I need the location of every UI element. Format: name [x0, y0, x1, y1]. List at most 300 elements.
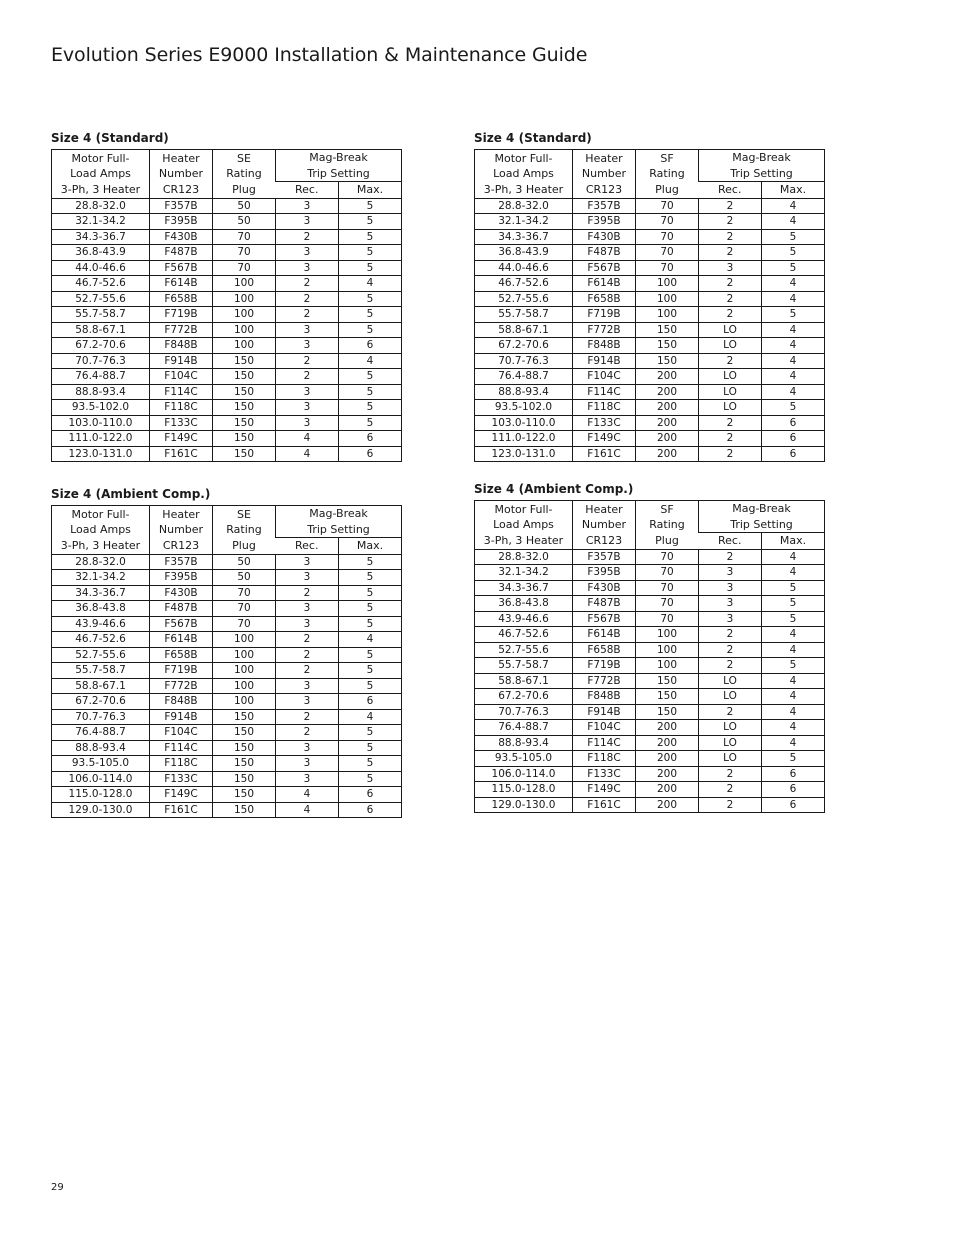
cell-full-load-amps: 43.9-46.6 [475, 611, 573, 627]
cell-full-load-amps: 70.7-76.3 [52, 353, 150, 369]
cell-max: 4 [762, 735, 825, 751]
header-line: CR123 [162, 538, 200, 552]
table-row [52, 802, 402, 818]
table-row [475, 565, 825, 581]
header-mag-break-trip-setting [699, 501, 825, 533]
cell-rec: 3 [276, 601, 339, 617]
table-row [52, 616, 402, 632]
cell-rating-plug: 100 [636, 658, 699, 674]
cell-rec: LO [699, 384, 762, 400]
table-row [52, 694, 402, 710]
table-row [475, 446, 825, 462]
cell-heater-number: F161C [573, 446, 636, 462]
table-section-standard-sf [474, 131, 824, 462]
cell-full-load-amps: 28.8-32.0 [52, 554, 150, 570]
table-row [52, 384, 402, 400]
cell-full-load-amps: 55.7-58.7 [475, 307, 573, 323]
header-line: Heater [162, 507, 200, 521]
header-line: Motor Full- [494, 502, 553, 516]
table-row [475, 338, 825, 354]
header-max: Max. [339, 182, 402, 199]
cell-heater-number: F357B [573, 549, 636, 565]
cell-rating-plug: 150 [636, 322, 699, 338]
cell-heater-number: F567B [150, 616, 213, 632]
cell-max: 5 [339, 245, 402, 261]
cell-rec: 2 [699, 797, 762, 813]
cell-heater-number: F772B [150, 322, 213, 338]
cell-full-load-amps: 28.8-32.0 [475, 549, 573, 565]
header-line: Motor Full- [71, 151, 130, 165]
table-section-ambient-sf [474, 482, 824, 813]
cell-heater-number: F567B [573, 611, 636, 627]
table-row [52, 632, 402, 648]
cell-heater-number: F118C [573, 400, 636, 416]
cell-full-load-amps: 67.2-70.6 [52, 338, 150, 354]
cell-rating-plug: 150 [213, 431, 276, 447]
cell-full-load-amps: 58.8-67.1 [52, 678, 150, 694]
cell-full-load-amps: 52.7-55.6 [52, 647, 150, 663]
table-row [475, 369, 825, 385]
cell-rec: 2 [276, 647, 339, 663]
cell-max: 5 [339, 725, 402, 741]
table-title: Size 4 (Standard) [51, 131, 169, 145]
cell-max: 4 [762, 198, 825, 214]
table-row [52, 647, 402, 663]
cell-rec: 3 [276, 694, 339, 710]
cell-max: 5 [339, 616, 402, 632]
cell-heater-number: F104C [150, 725, 213, 741]
cell-rec: 2 [276, 369, 339, 385]
table-row [475, 689, 825, 705]
header-line: Number [158, 167, 204, 180]
cell-full-load-amps: 34.3-36.7 [52, 229, 150, 245]
cell-max: 4 [762, 369, 825, 385]
cell-full-load-amps: 32.1-34.2 [52, 570, 150, 586]
cell-full-load-amps: 115.0-128.0 [475, 782, 573, 798]
cell-full-load-amps: 52.7-55.6 [52, 291, 150, 307]
cell-max: 5 [339, 229, 402, 245]
cell-rec: 3 [276, 771, 339, 787]
cell-rec: 2 [699, 214, 762, 230]
cell-full-load-amps: 44.0-46.6 [475, 260, 573, 276]
page-number: 29 [51, 1182, 64, 1193]
cell-heater-number: F658B [150, 291, 213, 307]
header-line: CR123 [162, 182, 200, 196]
cell-full-load-amps: 111.0-122.0 [475, 431, 573, 447]
table-title: Size 4 (Ambient Comp.) [474, 482, 634, 496]
cell-rating-plug: 70 [636, 565, 699, 581]
table-row [52, 353, 402, 369]
cell-heater-number: F161C [573, 797, 636, 813]
cell-max: 5 [762, 596, 825, 612]
cell-heater-number: F161C [150, 802, 213, 818]
cell-full-load-amps: 129.0-130.0 [475, 797, 573, 813]
header-line: Plug [232, 182, 256, 196]
cell-rec: 3 [276, 384, 339, 400]
cell-max: 4 [762, 720, 825, 736]
overload-heater-table [51, 149, 402, 462]
cell-rating-plug: 100 [213, 632, 276, 648]
table-title: Size 4 (Standard) [474, 131, 592, 145]
cell-full-load-amps: 88.8-93.4 [52, 384, 150, 400]
cell-rating-plug: 200 [636, 782, 699, 798]
cell-max: 5 [339, 291, 402, 307]
table-row [52, 245, 402, 261]
cell-rec: 4 [276, 446, 339, 462]
cell-rec: LO [699, 720, 762, 736]
cell-rating-plug: 200 [636, 431, 699, 447]
cell-full-load-amps: 93.5-102.0 [475, 400, 573, 416]
cell-rating-plug: 70 [636, 611, 699, 627]
cell-full-load-amps: 88.8-93.4 [475, 735, 573, 751]
cell-full-load-amps: 129.0-130.0 [52, 802, 150, 818]
table-row [52, 725, 402, 741]
cell-rating-plug: 150 [213, 369, 276, 385]
cell-max: 5 [762, 400, 825, 416]
cell-max: 4 [762, 565, 825, 581]
cell-heater-number: F395B [573, 565, 636, 581]
cell-max: 6 [762, 797, 825, 813]
cell-max: 5 [762, 658, 825, 674]
header-line: Number [581, 518, 627, 531]
header-line: 3-Ph, 3 Heater [60, 182, 141, 196]
cell-heater-number: F118C [150, 756, 213, 772]
header-line: Heater [585, 502, 623, 516]
cell-rec: 2 [699, 766, 762, 782]
header-line: Rating [226, 523, 262, 536]
cell-heater-number: F914B [573, 704, 636, 720]
cell-max: 6 [339, 338, 402, 354]
cell-max: 5 [762, 751, 825, 767]
cell-heater-number: F430B [150, 229, 213, 245]
cell-max: 6 [339, 802, 402, 818]
table-row [52, 740, 402, 756]
header-rec: Rec. [699, 182, 762, 199]
cell-heater-number: F719B [150, 307, 213, 323]
header-max: Max. [762, 533, 825, 550]
cell-rec: 2 [699, 415, 762, 431]
cell-heater-number: F149C [573, 782, 636, 798]
cell-heater-number: F772B [573, 322, 636, 338]
header-line: Rating [226, 167, 262, 180]
cell-full-load-amps: 67.2-70.6 [475, 338, 573, 354]
cell-max: 6 [339, 694, 402, 710]
cell-rating-plug: 200 [636, 369, 699, 385]
cell-max: 5 [339, 678, 402, 694]
cell-heater-number: F430B [573, 580, 636, 596]
cell-rating-plug: 200 [636, 384, 699, 400]
table-row [475, 322, 825, 338]
cell-rec: 2 [699, 704, 762, 720]
table-row [52, 771, 402, 787]
cell-heater-number: F149C [150, 431, 213, 447]
header-rec: Rec. [276, 182, 339, 199]
cell-rec: LO [699, 689, 762, 705]
cell-rec: 3 [276, 554, 339, 570]
cell-full-load-amps: 70.7-76.3 [52, 709, 150, 725]
cell-rec: 2 [276, 291, 339, 307]
cell-max: 6 [762, 446, 825, 462]
cell-max: 4 [762, 549, 825, 565]
cell-rating-plug: 150 [213, 446, 276, 462]
table-row [475, 214, 825, 230]
table-row [52, 415, 402, 431]
cell-heater-number: F395B [150, 214, 213, 230]
cell-rating-plug: 100 [636, 642, 699, 658]
cell-full-load-amps: 55.7-58.7 [52, 663, 150, 679]
cell-rating-plug: 70 [636, 214, 699, 230]
cell-rating-plug: 50 [213, 570, 276, 586]
header-mag-break-trip-setting [276, 150, 402, 182]
header-rating-plug [213, 150, 276, 199]
table-row [475, 353, 825, 369]
table-row [475, 229, 825, 245]
cell-heater-number: F658B [150, 647, 213, 663]
cell-heater-number: F395B [150, 570, 213, 586]
cell-full-load-amps: 58.8-67.1 [475, 673, 573, 689]
cell-rec: 3 [276, 740, 339, 756]
cell-max: 4 [339, 632, 402, 648]
cell-rec: 3 [276, 338, 339, 354]
header-line: Heater [162, 151, 200, 165]
table-row [52, 307, 402, 323]
table-row [52, 229, 402, 245]
header-motor-full-load-amps [52, 506, 150, 555]
cell-rec: LO [699, 673, 762, 689]
cell-heater-number: F357B [150, 198, 213, 214]
cell-heater-number: F567B [150, 260, 213, 276]
cell-max: 4 [762, 689, 825, 705]
cell-max: 6 [762, 415, 825, 431]
header-line: Mag-Break [309, 507, 368, 520]
cell-rec: 3 [276, 678, 339, 694]
header-heater-number [150, 150, 213, 199]
cell-full-load-amps: 34.3-36.7 [475, 229, 573, 245]
table-row [52, 601, 402, 617]
cell-max: 5 [339, 756, 402, 772]
cell-rec: 2 [699, 353, 762, 369]
cell-heater-number: F914B [573, 353, 636, 369]
header-line: SF [660, 502, 674, 516]
header-line: Trip Setting [730, 166, 793, 180]
cell-rating-plug: 200 [636, 720, 699, 736]
cell-rating-plug: 150 [636, 689, 699, 705]
cell-max: 5 [339, 740, 402, 756]
cell-rating-plug: 100 [636, 291, 699, 307]
cell-rec: LO [699, 735, 762, 751]
header-line: Load Amps [70, 167, 131, 180]
cell-full-load-amps: 76.4-88.7 [52, 369, 150, 385]
table-row [475, 766, 825, 782]
cell-rec: LO [699, 369, 762, 385]
cell-rec: 2 [699, 658, 762, 674]
cell-full-load-amps: 111.0-122.0 [52, 431, 150, 447]
table-row [475, 549, 825, 565]
table-row [52, 554, 402, 570]
cell-max: 4 [762, 291, 825, 307]
cell-heater-number: F567B [573, 260, 636, 276]
cell-heater-number: F487B [150, 245, 213, 261]
cell-max: 4 [762, 384, 825, 400]
cell-max: 4 [762, 704, 825, 720]
table-row [475, 797, 825, 813]
cell-full-load-amps: 106.0-114.0 [52, 771, 150, 787]
cell-rating-plug: 150 [213, 415, 276, 431]
cell-max: 5 [339, 585, 402, 601]
cell-heater-number: F914B [150, 709, 213, 725]
cell-heater-number: F118C [573, 751, 636, 767]
cell-max: 5 [339, 198, 402, 214]
table-row [475, 291, 825, 307]
cell-rating-plug: 150 [213, 400, 276, 416]
cell-rec: 3 [699, 580, 762, 596]
cell-rating-plug: 100 [213, 276, 276, 292]
header-motor-full-load-amps [475, 150, 573, 199]
cell-max: 5 [339, 415, 402, 431]
cell-heater-number: F487B [573, 245, 636, 261]
cell-rating-plug: 150 [213, 787, 276, 803]
header-motor-full-load-amps [475, 501, 573, 550]
cell-heater-number: F114C [573, 735, 636, 751]
table-row [52, 446, 402, 462]
cell-rating-plug: 70 [636, 549, 699, 565]
cell-rating-plug: 200 [636, 766, 699, 782]
cell-max: 5 [339, 369, 402, 385]
cell-full-load-amps: 88.8-93.4 [475, 384, 573, 400]
cell-rating-plug: 150 [636, 673, 699, 689]
cell-rating-plug: 200 [636, 735, 699, 751]
cell-max: 5 [339, 601, 402, 617]
header-line: CR123 [585, 533, 623, 547]
cell-heater-number: F614B [150, 632, 213, 648]
table-row [475, 658, 825, 674]
cell-rec: 3 [699, 565, 762, 581]
cell-full-load-amps: 67.2-70.6 [52, 694, 150, 710]
table-row [52, 431, 402, 447]
cell-heater-number: F395B [573, 214, 636, 230]
table-row [475, 307, 825, 323]
header-line: Rating [649, 518, 685, 531]
cell-rec: 3 [276, 616, 339, 632]
cell-rec: 2 [276, 663, 339, 679]
table-row [52, 291, 402, 307]
cell-heater-number: F658B [573, 642, 636, 658]
cell-rating-plug: 50 [213, 214, 276, 230]
cell-full-load-amps: 76.4-88.7 [52, 725, 150, 741]
cell-max: 5 [339, 400, 402, 416]
cell-max: 5 [339, 647, 402, 663]
cell-rec: 2 [699, 245, 762, 261]
table-section-ambient-se [51, 487, 401, 818]
cell-rating-plug: 100 [213, 694, 276, 710]
cell-rating-plug: 70 [636, 229, 699, 245]
cell-full-load-amps: 67.2-70.6 [475, 689, 573, 705]
header-line: 3-Ph, 3 Heater [483, 533, 564, 547]
cell-full-load-amps: 36.8-43.8 [475, 596, 573, 612]
cell-rating-plug: 100 [213, 338, 276, 354]
table-row [475, 260, 825, 276]
header-line: SF [660, 151, 674, 165]
cell-rec: 3 [276, 245, 339, 261]
cell-rec: 4 [276, 787, 339, 803]
cell-heater-number: F614B [150, 276, 213, 292]
cell-heater-number: F149C [150, 787, 213, 803]
cell-full-load-amps: 103.0-110.0 [52, 415, 150, 431]
cell-full-load-amps: 76.4-88.7 [475, 369, 573, 385]
cell-rating-plug: 150 [213, 756, 276, 772]
cell-max: 5 [339, 260, 402, 276]
overload-heater-table [474, 149, 825, 462]
cell-max: 6 [339, 787, 402, 803]
header-line: Trip Setting [307, 166, 370, 180]
cell-rating-plug: 200 [636, 415, 699, 431]
cell-heater-number: F719B [573, 658, 636, 674]
cell-rec: 3 [276, 756, 339, 772]
cell-full-load-amps: 43.9-46.6 [52, 616, 150, 632]
cell-rating-plug: 100 [636, 276, 699, 292]
table-row [475, 720, 825, 736]
cell-full-load-amps: 52.7-55.6 [475, 291, 573, 307]
cell-max: 5 [339, 663, 402, 679]
cell-heater-number: F133C [150, 771, 213, 787]
header-motor-full-load-amps [52, 150, 150, 199]
cell-full-load-amps: 46.7-52.6 [52, 632, 150, 648]
cell-full-load-amps: 34.3-36.7 [52, 585, 150, 601]
cell-max: 5 [762, 307, 825, 323]
table-row [52, 400, 402, 416]
cell-rec: 4 [276, 802, 339, 818]
cell-heater-number: F848B [573, 689, 636, 705]
header-heater-number [573, 150, 636, 199]
table-row [475, 782, 825, 798]
table-row [475, 642, 825, 658]
cell-heater-number: F161C [150, 446, 213, 462]
cell-max: 4 [762, 642, 825, 658]
cell-full-load-amps: 46.7-52.6 [475, 627, 573, 643]
table-row [475, 400, 825, 416]
cell-rating-plug: 150 [213, 771, 276, 787]
header-line: Motor Full- [71, 507, 130, 521]
header-rec: Rec. [699, 533, 762, 550]
table-row [475, 580, 825, 596]
cell-rating-plug: 100 [213, 307, 276, 323]
cell-rec: 2 [699, 198, 762, 214]
header-line: Plug [655, 182, 679, 196]
cell-full-load-amps: 93.5-105.0 [52, 756, 150, 772]
cell-heater-number: F719B [150, 663, 213, 679]
cell-max: 5 [339, 214, 402, 230]
header-rating-plug [213, 506, 276, 555]
cell-rating-plug: 150 [213, 709, 276, 725]
cell-full-load-amps: 115.0-128.0 [52, 787, 150, 803]
table-row [52, 338, 402, 354]
cell-rating-plug: 150 [636, 338, 699, 354]
header-line: Rating [649, 167, 685, 180]
page-title: Evolution Series E9000 Installation & Maintenance Guide [51, 44, 588, 66]
header-line: Load Amps [493, 167, 554, 180]
cell-max: 5 [339, 322, 402, 338]
cell-heater-number: F719B [573, 307, 636, 323]
cell-full-load-amps: 46.7-52.6 [475, 276, 573, 292]
cell-rec: LO [699, 338, 762, 354]
table-row [475, 611, 825, 627]
cell-max: 6 [339, 431, 402, 447]
cell-rating-plug: 200 [636, 446, 699, 462]
cell-rating-plug: 150 [213, 725, 276, 741]
header-line: Plug [232, 538, 256, 552]
cell-max: 4 [762, 214, 825, 230]
table-row [52, 678, 402, 694]
